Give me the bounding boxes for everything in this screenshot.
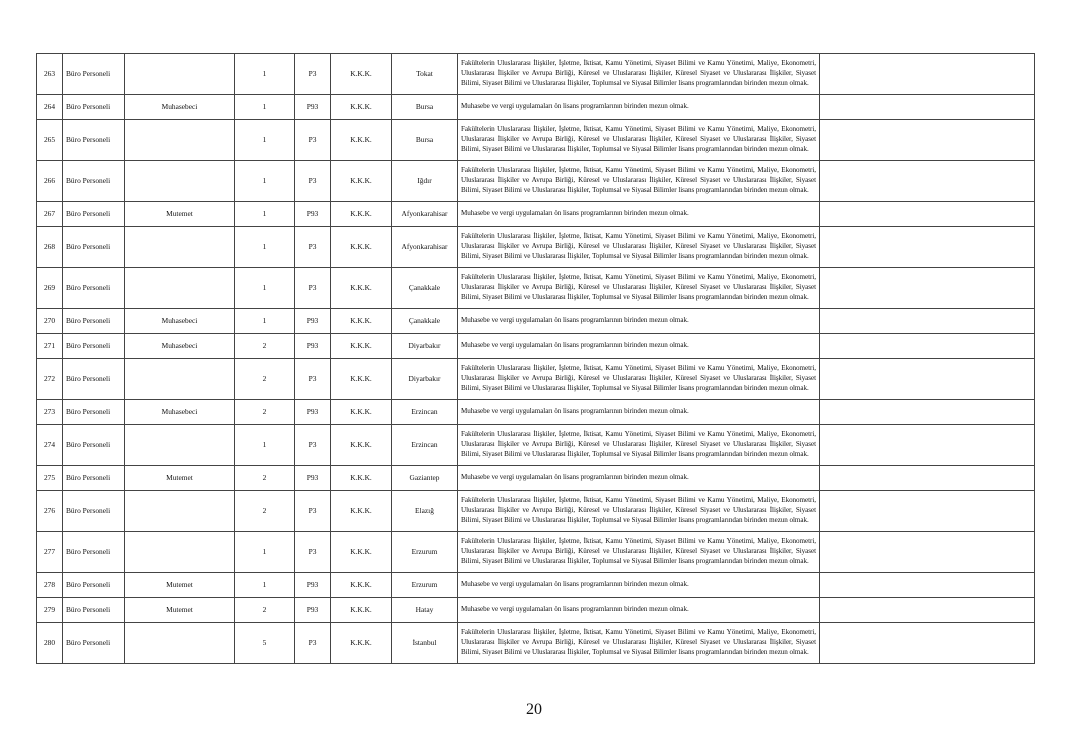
title-cell: Büro Personeli	[63, 623, 125, 664]
positions-table	[36, 53, 1035, 664]
quantity-cell: 1	[235, 227, 295, 268]
row-number-cell: 271	[37, 334, 63, 359]
title-cell: Büro Personeli	[63, 202, 125, 227]
position-cell	[125, 491, 235, 532]
notes-cell	[820, 573, 1035, 598]
qualification-cell: Fakültelerin Uluslararası İlişkiler, İşletme, İktisat, Kamu Yönetimi, Siyaset Bilimi ve Kamu Yönetimi, Maliye, Ekonometri, Uluslararası İlişkiler ve Avrupa Birliği, Küresel ve Uluslararası İlişkiler, Küresel Siyaset ve Uluslararası İlişkiler, Siyaset Bilimi, Siyaset Bilimi ve Uluslararası İlişkiler, Toplumsal ve Siyasal Bilimler lisans programlarından birinden mezun olmak.	[458, 227, 820, 268]
notes-cell	[820, 400, 1035, 425]
code-cell: P3	[295, 268, 331, 309]
qualification-cell: Fakültelerin Uluslararası İlişkiler, İşletme, İktisat, Kamu Yönetimi, Siyaset Bilimi ve Kamu Yönetimi, Maliye, Ekonometri, Uluslararası İlişkiler ve Avrupa Birliği, Küresel ve Uluslararası İlişkiler, Küresel Siyaset ve Uluslararası İlişkiler, Siyaset Bilimi, Siyaset Bilimi ve Uluslararası İlişkiler, Toplumsal ve Siyasal Bilimler lisans programlarından birinden mezun olmak.	[458, 491, 820, 532]
qualification-cell: Muhasebe ve vergi uygulamaları ön lisans programlarının birinden mezun olmak.	[458, 95, 820, 120]
province-cell: Hatay	[392, 598, 458, 623]
exam-type-cell: K.K.K.	[331, 227, 392, 268]
qualification-cell: Muhasebe ve vergi uygulamaları ön lisans programlarının birinden mezun olmak.	[458, 598, 820, 623]
province-cell: Afyonkarahisar	[392, 202, 458, 227]
table-row	[37, 309, 1035, 334]
position-cell: Mutemet	[125, 598, 235, 623]
notes-cell	[820, 334, 1035, 359]
table-row	[37, 54, 1035, 95]
quantity-cell: 2	[235, 491, 295, 532]
qualification-cell: Muhasebe ve vergi uygulamaları ön lisans programlarının birinden mezun olmak.	[458, 309, 820, 334]
page-number: 20	[526, 701, 542, 718]
qualification-cell: Fakültelerin Uluslararası İlişkiler, İşletme, İktisat, Kamu Yönetimi, Siyaset Bilimi ve Kamu Yönetimi, Maliye, Ekonometri, Uluslararası İlişkiler ve Avrupa Birliği, Küresel ve Uluslararası İlişkiler, Küresel Siyaset ve Uluslararası İlişkiler, Siyaset Bilimi, Siyaset Bilimi ve Uluslararası İlişkiler, Toplumsal ve Siyasal Bilimler lisans programlarından birinden mezun olmak.	[458, 268, 820, 309]
row-number-cell: 272	[37, 359, 63, 400]
position-cell: Mutemet	[125, 202, 235, 227]
qualification-cell: Muhasebe ve vergi uygulamaları ön lisans programlarının birinden mezun olmak.	[458, 573, 820, 598]
qualification-cell: Fakültelerin Uluslararası İlişkiler, İşletme, İktisat, Kamu Yönetimi, Siyaset Bilimi ve Kamu Yönetimi, Maliye, Ekonometri, Uluslararası İlişkiler ve Avrupa Birliği, Küresel ve Uluslararası İlişkiler, Küresel Siyaset ve Uluslararası İlişkiler, Siyaset Bilimi, Siyaset Bilimi ve Uluslararası İlişkiler, Toplumsal ve Siyasal Bilimler lisans programlarından birinden mezun olmak.	[458, 120, 820, 161]
table-row	[37, 120, 1035, 161]
code-cell: P93	[295, 95, 331, 120]
province-cell: Iğdır	[392, 161, 458, 202]
row-number-cell: 275	[37, 466, 63, 491]
notes-cell	[820, 161, 1035, 202]
qualification-cell: Fakültelerin Uluslararası İlişkiler, İşletme, İktisat, Kamu Yönetimi, Siyaset Bilimi ve Kamu Yönetimi, Maliye, Ekonometri, Uluslararası İlişkiler ve Avrupa Birliği, Küresel ve Uluslararası İlişkiler, Küresel Siyaset ve Uluslararası İlişkiler, Siyaset Bilimi, Siyaset Bilimi ve Uluslararası İlişkiler, Toplumsal ve Siyasal Bilimler lisans programlarından birinden mezun olmak.	[458, 425, 820, 466]
exam-type-cell: K.K.K.	[331, 491, 392, 532]
exam-type-cell: K.K.K.	[331, 54, 392, 95]
code-cell: P93	[295, 573, 331, 598]
province-cell: Bursa	[392, 120, 458, 161]
province-cell: Çanakkale	[392, 268, 458, 309]
title-cell: Büro Personeli	[63, 425, 125, 466]
code-cell: P3	[295, 623, 331, 664]
exam-type-cell: K.K.K.	[331, 120, 392, 161]
row-number-cell: 268	[37, 227, 63, 268]
exam-type-cell: K.K.K.	[331, 359, 392, 400]
qualification-cell: Fakültelerin Uluslararası İlişkiler, İşletme, İktisat, Kamu Yönetimi, Siyaset Bilimi ve Kamu Yönetimi, Maliye, Ekonometri, Uluslararası İlişkiler ve Avrupa Birliği, Küresel ve Uluslararası İlişkiler, Küresel Siyaset ve Uluslararası İlişkiler, Siyaset Bilimi, Siyaset Bilimi ve Uluslararası İlişkiler, Toplumsal ve Siyasal Bilimler lisans programlarından birinden mezun olmak.	[458, 161, 820, 202]
quantity-cell: 2	[235, 400, 295, 425]
exam-type-cell: K.K.K.	[331, 598, 392, 623]
position-cell: Muhasebeci	[125, 309, 235, 334]
exam-type-cell: K.K.K.	[331, 268, 392, 309]
province-cell: Erzincan	[392, 400, 458, 425]
exam-type-cell: K.K.K.	[331, 425, 392, 466]
title-cell: Büro Personeli	[63, 466, 125, 491]
code-cell: P93	[295, 334, 331, 359]
table-row	[37, 227, 1035, 268]
exam-type-cell: K.K.K.	[331, 623, 392, 664]
quantity-cell: 1	[235, 573, 295, 598]
title-cell: Büro Personeli	[63, 598, 125, 623]
notes-cell	[820, 623, 1035, 664]
notes-cell	[820, 54, 1035, 95]
exam-type-cell: K.K.K.	[331, 309, 392, 334]
table-row	[37, 491, 1035, 532]
quantity-cell: 1	[235, 95, 295, 120]
row-number-cell: 264	[37, 95, 63, 120]
row-number-cell: 279	[37, 598, 63, 623]
code-cell: P3	[295, 359, 331, 400]
quantity-cell: 2	[235, 598, 295, 623]
row-number-cell: 266	[37, 161, 63, 202]
quantity-cell: 1	[235, 268, 295, 309]
notes-cell	[820, 598, 1035, 623]
code-cell: P3	[295, 532, 331, 573]
title-cell: Büro Personeli	[63, 491, 125, 532]
row-number-cell: 277	[37, 532, 63, 573]
notes-cell	[820, 268, 1035, 309]
code-cell: P3	[295, 54, 331, 95]
code-cell: P3	[295, 120, 331, 161]
table-row	[37, 466, 1035, 491]
position-cell	[125, 227, 235, 268]
exam-type-cell: K.K.K.	[331, 161, 392, 202]
table-row	[37, 532, 1035, 573]
code-cell: P3	[295, 425, 331, 466]
qualification-cell: Muhasebe ve vergi uygulamaları ön lisans programlarının birinden mezun olmak.	[458, 400, 820, 425]
title-cell: Büro Personeli	[63, 161, 125, 202]
position-cell	[125, 623, 235, 664]
position-cell: Mutemet	[125, 466, 235, 491]
row-number-cell: 270	[37, 309, 63, 334]
row-number-cell: 267	[37, 202, 63, 227]
code-cell: P3	[295, 161, 331, 202]
notes-cell	[820, 95, 1035, 120]
exam-type-cell: K.K.K.	[331, 202, 392, 227]
province-cell: Afyonkarahisar	[392, 227, 458, 268]
table-row	[37, 400, 1035, 425]
table-row	[37, 598, 1035, 623]
qualification-cell: Muhasebe ve vergi uygulamaları ön lisans programlarının birinden mezun olmak.	[458, 466, 820, 491]
code-cell: P93	[295, 598, 331, 623]
province-cell: Erzincan	[392, 425, 458, 466]
code-cell: P93	[295, 466, 331, 491]
row-number-cell: 263	[37, 54, 63, 95]
row-number-cell: 278	[37, 573, 63, 598]
quantity-cell: 1	[235, 202, 295, 227]
code-cell: P93	[295, 202, 331, 227]
title-cell: Büro Personeli	[63, 400, 125, 425]
table-row	[37, 425, 1035, 466]
title-cell: Büro Personeli	[63, 54, 125, 95]
exam-type-cell: K.K.K.	[331, 334, 392, 359]
position-cell	[125, 425, 235, 466]
position-cell: Muhasebeci	[125, 334, 235, 359]
code-cell: P3	[295, 227, 331, 268]
province-cell: Tokat	[392, 54, 458, 95]
title-cell: Büro Personeli	[63, 268, 125, 309]
qualification-cell: Fakültelerin Uluslararası İlişkiler, İşletme, İktisat, Kamu Yönetimi, Siyaset Bilimi ve Kamu Yönetimi, Maliye, Ekonometri, Uluslararası İlişkiler ve Avrupa Birliği, Küresel ve Uluslararası İlişkiler, Küresel Siyaset ve Uluslararası İlişkiler, Siyaset Bilimi, Siyaset Bilimi ve Uluslararası İlişkiler, Toplumsal ve Siyasal Bilimler lisans programlarından birinden mezun olmak.	[458, 54, 820, 95]
quantity-cell: 1	[235, 425, 295, 466]
notes-cell	[820, 491, 1035, 532]
province-cell: Elazığ	[392, 491, 458, 532]
table-row	[37, 334, 1035, 359]
table-row	[37, 623, 1035, 664]
title-cell: Büro Personeli	[63, 227, 125, 268]
table-row	[37, 268, 1035, 309]
position-cell	[125, 268, 235, 309]
province-cell: İstanbul	[392, 623, 458, 664]
table-body	[37, 54, 1035, 664]
exam-type-cell: K.K.K.	[331, 466, 392, 491]
exam-type-cell: K.K.K.	[331, 400, 392, 425]
notes-cell	[820, 532, 1035, 573]
row-number-cell: 274	[37, 425, 63, 466]
position-cell	[125, 54, 235, 95]
position-cell	[125, 120, 235, 161]
notes-cell	[820, 425, 1035, 466]
title-cell: Büro Personeli	[63, 95, 125, 120]
province-cell: Diyarbakır	[392, 334, 458, 359]
notes-cell	[820, 309, 1035, 334]
position-cell	[125, 161, 235, 202]
notes-cell	[820, 466, 1035, 491]
table-row	[37, 573, 1035, 598]
quantity-cell: 1	[235, 532, 295, 573]
qualification-cell: Fakültelerin Uluslararası İlişkiler, İşletme, İktisat, Kamu Yönetimi, Siyaset Bilimi ve Kamu Yönetimi, Maliye, Ekonometri, Uluslararası İlişkiler ve Avrupa Birliği, Küresel ve Uluslararası İlişkiler, Küresel Siyaset ve Uluslararası İlişkiler, Siyaset Bilimi, Siyaset Bilimi ve Uluslararası İlişkiler, Toplumsal ve Siyasal Bilimler lisans programlarından birinden mezun olmak.	[458, 359, 820, 400]
table-row	[37, 95, 1035, 120]
province-cell: Diyarbakır	[392, 359, 458, 400]
notes-cell	[820, 359, 1035, 400]
row-number-cell: 265	[37, 120, 63, 161]
notes-cell	[820, 227, 1035, 268]
code-cell: P3	[295, 491, 331, 532]
qualification-cell: Muhasebe ve vergi uygulamaları ön lisans programlarının birinden mezun olmak.	[458, 202, 820, 227]
title-cell: Büro Personeli	[63, 309, 125, 334]
title-cell: Büro Personeli	[63, 359, 125, 400]
position-cell: Muhasebeci	[125, 400, 235, 425]
quantity-cell: 1	[235, 120, 295, 161]
quantity-cell: 2	[235, 359, 295, 400]
qualification-cell: Fakültelerin Uluslararası İlişkiler, İşletme, İktisat, Kamu Yönetimi, Siyaset Bilimi ve Kamu Yönetimi, Maliye, Ekonometri, Uluslararası İlişkiler ve Avrupa Birliği, Küresel ve Uluslararası İlişkiler, Küresel Siyaset ve Uluslararası İlişkiler, Siyaset Bilimi, Siyaset Bilimi ve Uluslararası İlişkiler, Toplumsal ve Siyasal Bilimler lisans programlarından birinden mezun olmak.	[458, 532, 820, 573]
row-number-cell: 276	[37, 491, 63, 532]
row-number-cell: 273	[37, 400, 63, 425]
position-cell	[125, 359, 235, 400]
title-cell: Büro Personeli	[63, 120, 125, 161]
exam-type-cell: K.K.K.	[331, 95, 392, 120]
notes-cell	[820, 202, 1035, 227]
table-row	[37, 161, 1035, 202]
province-cell: Erzurum	[392, 573, 458, 598]
table-row	[37, 359, 1035, 400]
quantity-cell: 1	[235, 309, 295, 334]
exam-type-cell: K.K.K.	[331, 532, 392, 573]
province-cell: Erzurum	[392, 532, 458, 573]
province-cell: Çanakkale	[392, 309, 458, 334]
title-cell: Büro Personeli	[63, 334, 125, 359]
row-number-cell: 280	[37, 623, 63, 664]
notes-cell	[820, 120, 1035, 161]
quantity-cell: 2	[235, 466, 295, 491]
position-cell: Mutemet	[125, 573, 235, 598]
table-row	[37, 202, 1035, 227]
position-cell: Muhasebeci	[125, 95, 235, 120]
qualification-cell: Fakültelerin Uluslararası İlişkiler, İşletme, İktisat, Kamu Yönetimi, Siyaset Bilimi ve Kamu Yönetimi, Maliye, Ekonometri, Uluslararası İlişkiler ve Avrupa Birliği, Küresel ve Uluslararası İlişkiler, Küresel Siyaset ve Uluslararası İlişkiler, Siyaset Bilimi, Siyaset Bilimi ve Uluslararası İlişkiler, Toplumsal ve Siyasal Bilimler lisans programlarından birinden mezun olmak.	[458, 623, 820, 664]
position-cell	[125, 532, 235, 573]
quantity-cell: 2	[235, 334, 295, 359]
code-cell: P93	[295, 400, 331, 425]
quantity-cell: 1	[235, 54, 295, 95]
title-cell: Büro Personeli	[63, 532, 125, 573]
code-cell: P93	[295, 309, 331, 334]
exam-type-cell: K.K.K.	[331, 573, 392, 598]
row-number-cell: 269	[37, 268, 63, 309]
qualification-cell: Muhasebe ve vergi uygulamaları ön lisans programlarının birinden mezun olmak.	[458, 334, 820, 359]
province-cell: Bursa	[392, 95, 458, 120]
quantity-cell: 5	[235, 623, 295, 664]
title-cell: Büro Personeli	[63, 573, 125, 598]
province-cell: Gaziantep	[392, 466, 458, 491]
quantity-cell: 1	[235, 161, 295, 202]
